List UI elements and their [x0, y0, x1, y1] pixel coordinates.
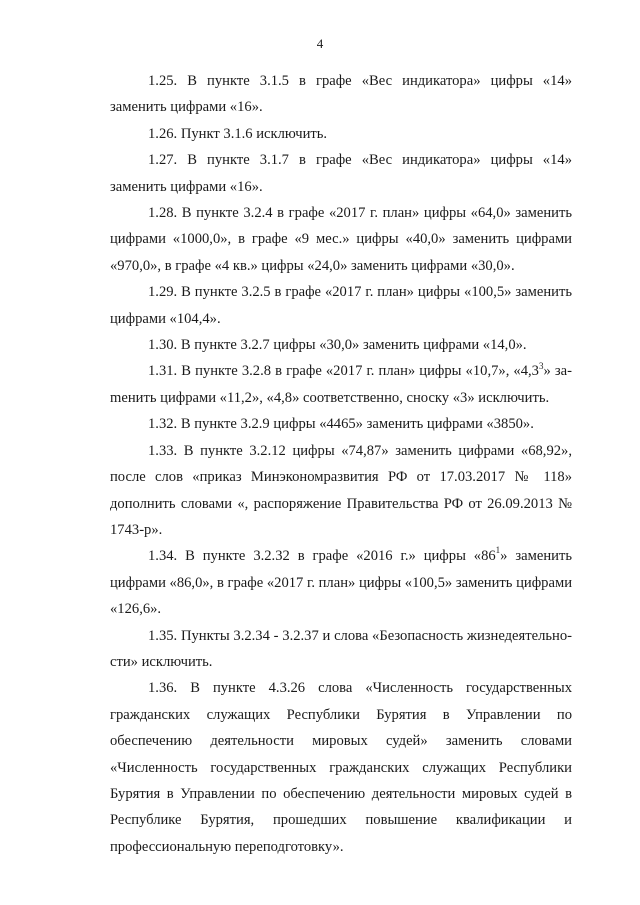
paragraph-1-30: 1.30. В пункте 3.2.7 цифры «30,0» заменить цифрами «14,0». [148, 337, 527, 354]
paragraph-1-28: 1.28. В пункте 3.2.4 в графе «2017 г. план» цифры «64,0» заменить цифрами «1000,0», в графе «9 мес.» цифры «40,0» заменить цифрами «970,0», в графе «4 кв.» цифры «24,0» заменить цифрами «30,0». [110, 205, 572, 274]
paragraph-text: » заменить цифрами «86,0», в графе «2017 г. план» цифры «100,5» заменить цифрами «126,6». [110, 548, 573, 618]
paragraph-1-33: 1.33. В пункте 3.2.12 цифры «74,87» заменить цифрами «68,92», после слов «приказ Минэкономразвития РФ от 17.03.2017 № 118» дополнить словами «, распоряжение Правительства РФ от 26.09.2013 № 1743-р». [110, 442, 572, 538]
document-body [110, 68, 572, 860]
page-number: 4 [316, 36, 324, 51]
paragraph-1-31 [110, 358, 572, 411]
paragraph-1-35: 1.35. Пункты 3.2.34 - 3.2.37 и слова «Безопасность жизнедеятельности» исключить. [110, 627, 572, 670]
superscript-footnote-mark: 3 [538, 360, 544, 371]
paragraph-text: 1.31. В пункте 3.2.8 в графе «2017 г. план» цифры «10,7», «4,3 [148, 363, 539, 380]
paragraph-1-32: 1.32. В пункте 3.2.9 цифры «4465» заменить цифрами «3850». [148, 416, 534, 433]
paragraph-1-26: 1.26. Пункт 3.1.6 исключить. [148, 125, 328, 142]
paragraph-text: » заmенить цифрами «11,2», «4,8» соответственно, сноску «3» исключить. [110, 363, 572, 406]
paragraph-1-36: 1.36. В пункте 4.3.26 слова «Численность государственных гражданских служащих Республики Бурятия в Управлении по обеспечению деятельности мировых судей» заменить словами «Численность государственных гражданских служащих Республики Бурятия в Управлении по обеспечению деятельности мировых судей в Республике Бурятия, прошедших повышение квалификации и профессиональную переподготовку». [110, 680, 572, 855]
paragraph-text: 1.34. В пункте 3.2.32 в графе «2016 г.» цифры «86 [148, 548, 496, 565]
paragraph-1-29: 1.29. В пункте 3.2.5 в графе «2017 г. план» цифры «100,5» заменить цифрами «104,4». [110, 284, 572, 327]
paragraph-1-25: 1.25. В пункте 3.1.5 в графе «Вес индикатора» цифры «14» заменить цифрами «16». [110, 73, 572, 116]
superscript-footnote-mark: 1 [495, 545, 501, 556]
paragraph-1-27: 1.27. В пункте 3.1.7 в графе «Вес индикатора» цифры «14» заменить цифрами «16». [110, 152, 572, 195]
paragraph-1-34 [110, 543, 572, 622]
